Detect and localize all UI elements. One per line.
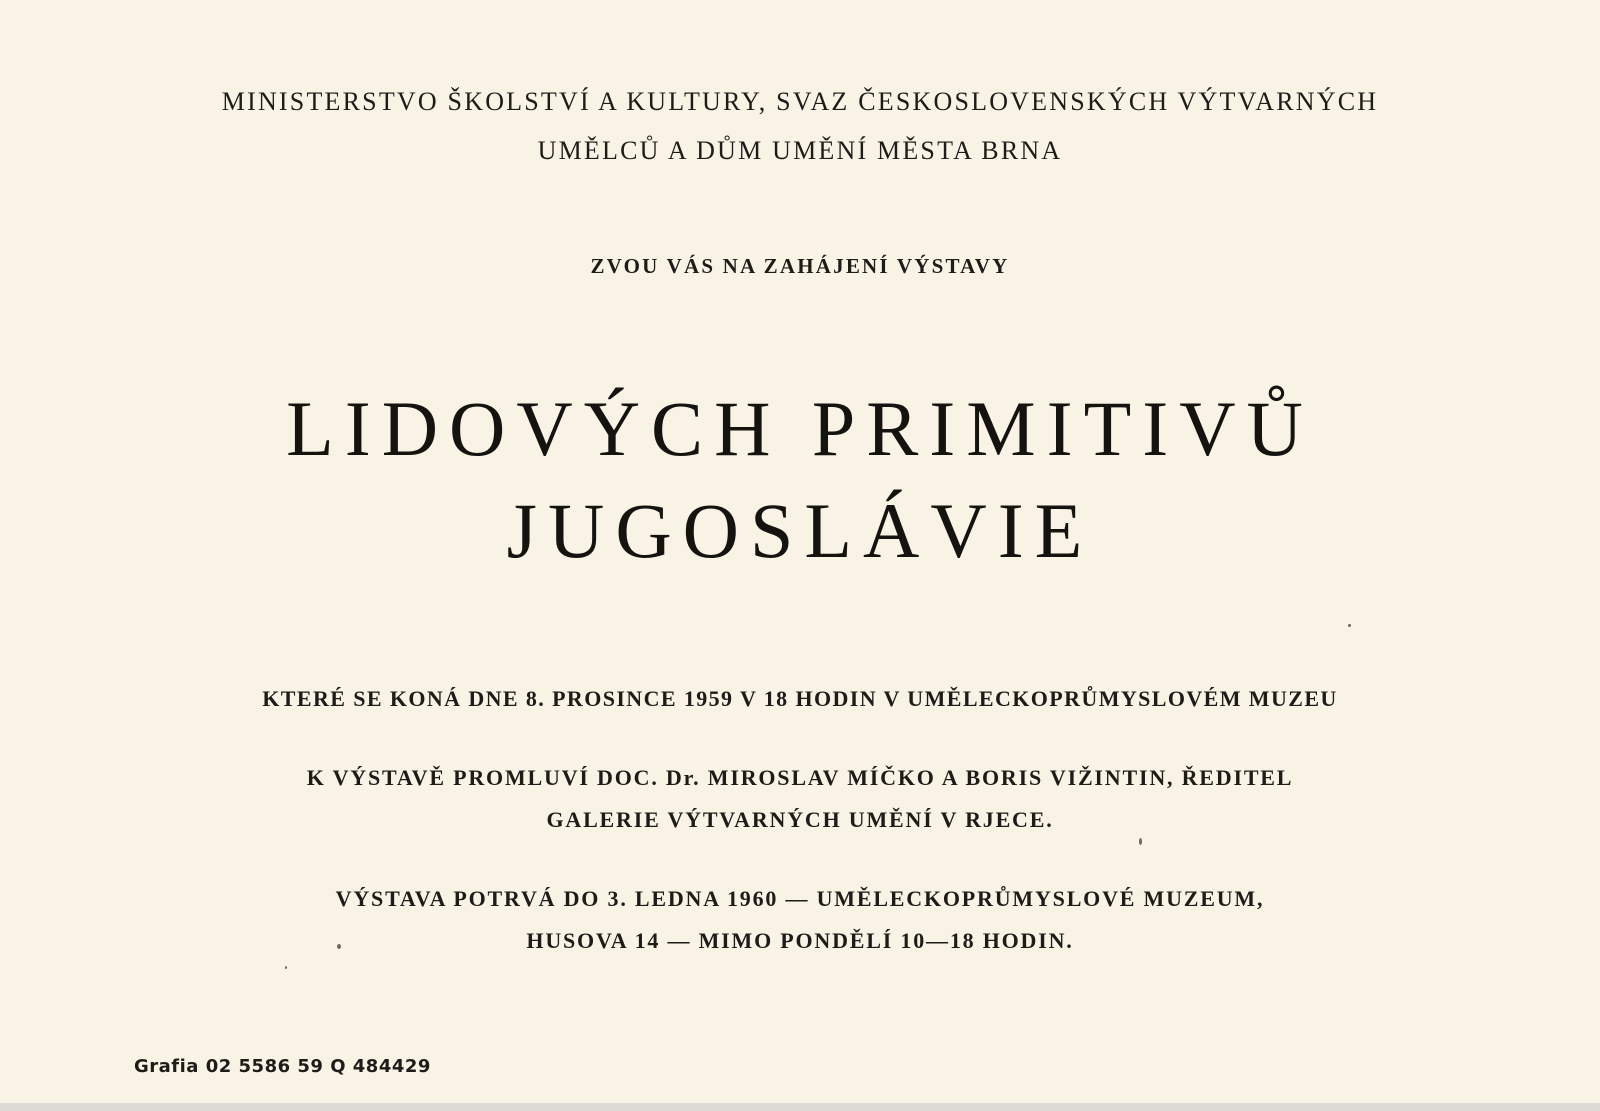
paper-speck (337, 944, 341, 949)
organizers-line-2: UMĚLCŮ A DŮM UMĚNÍ MĚSTA BRNA (537, 136, 1063, 165)
exhibition-title-line-1: LIDOVÝCH PRIMITIVŮ (286, 385, 1314, 472)
duration-line-1: VÝSTAVA POTRVÁ DO 3. LEDNA 1960 — UMĚLECKOPRŮMYSLOVÉ MUZEUM, (335, 886, 1265, 911)
paper-speck (1139, 838, 1142, 845)
invitation-text: ZVOU VÁS NA ZAHÁJENÍ VÝSTAVY (590, 254, 1010, 278)
speakers-line-1: K VÝSTAVĚ PROMLUVÍ DOC. Dr. MIROSLAV MÍČKO A BORIS VIŽINTIN, ŘEDITEL (306, 765, 1294, 790)
duration-line-2: HUSOVA 14 — MIMO PONDĚLÍ 10—18 HODIN. (526, 928, 1074, 953)
paper-speck (285, 966, 287, 969)
exhibition-title-line-2: JUGOSLÁVIE (506, 487, 1094, 574)
opening-details: KTERÉ SE KONÁ DNE 8. PROSINCE 1959 V 18 HODIN V UMĚLECKOPRŮMYSLOVÉM MUZEU (262, 686, 1338, 711)
organizers-line-1: MINISTERSTVO ŠKOLSTVÍ A KULTURY, SVAZ ČESKOSLOVENSKÝCH VÝTVARNÝCH (221, 87, 1379, 116)
printer-imprint: Grafia 02 5586 59 Q 484429 (134, 1056, 431, 1077)
paper-speck (1348, 624, 1351, 627)
speakers-line-2: GALERIE VÝTVARNÝCH UMĚNÍ V RJECE. (546, 807, 1054, 832)
scan-bottom-edge (0, 1103, 1600, 1111)
